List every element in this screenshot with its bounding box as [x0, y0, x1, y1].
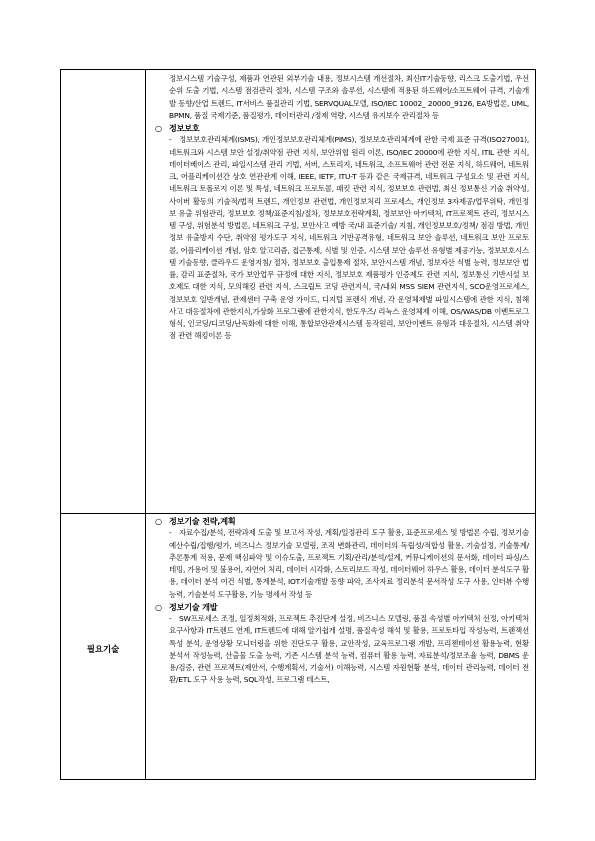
circle-bullet-icon: ○	[155, 123, 162, 133]
security-paragraph	[155, 134, 529, 342]
content-cell-bottom	[146, 514, 536, 780]
development-body: SW프로세스 조정, 일정최적화, 프로젝트 추진단계 설정, 비즈니스 모델링, 품질 속성별 아키텍처 선정, 아키텍처 요구사항과 IT트렌드 연계, IT트렌드에 대해 알기쉽게 설명, 품질속성 해석 및 활용, 프로토타입 작성능력, 트랜잭션 특성 분석, 운영상황 모니터링을 위한 진단도구 활용, 교안작성, 교육프로그램 개발, 프리젠테이션 활용능력, 현황 분석서 작성능력, 산출물 도출 능력, 기존 시스템 분석 능력, 컴퓨터 활용 능력, 자료분석/정보조율 능력, DBMS 운용/검증, 관련 프로젝트(제안서, 수행계획서, 기술서) 이해능력, 시스템 자원현황 분석, 데이터 관리능력, 데이터 전환/ETL 도구 사용 능력, SQL작성, 프로그램 테스트,	[169, 614, 529, 685]
section-heading-strategy	[155, 515, 529, 527]
heading-text: 정보기술 전략,계획	[169, 516, 236, 526]
empty-label-cell	[61, 70, 146, 514]
circle-bullet-icon: ○	[155, 516, 162, 526]
dash-marker: -	[169, 614, 172, 623]
section-heading-security	[155, 122, 529, 134]
table-row-top	[61, 70, 536, 514]
section-heading-development	[155, 601, 529, 613]
row-label: 필요기술	[86, 644, 120, 654]
strategy-paragraph	[155, 527, 529, 601]
development-paragraph	[155, 613, 529, 687]
content-cell-top	[146, 70, 536, 514]
skills-table	[60, 69, 536, 780]
heading-text: 정보기술 개발	[169, 601, 218, 612]
dash-marker: -	[169, 135, 172, 145]
strategy-body: 자료수집/분석, 전략과제 도출 및 보고서 작성, 계획/일정관리 도구 활용, 표준프로세스 및 방법론 수립, 정보기술 예산수립/집행/평가, 비즈니스 정보기술 모델링, 조직 변화관리, 데이터의 독립성/적합성 활용, 기술설정, 기술통계/ 추론통계 적용, 문제 핵심파악 및 이슈도출, 프로젝트 기획/관리/분석/설계, 커뮤니케이션의 문서화, 데이터 파싱/스테밍, 가용어 및 불용어, 자연어 처리, 데이터 시각화, 스토리보드 작성, 데이터웨어 하우스 활용, 데이터 분석도구 활용, 데이터 분석 여건 식별, 통계분석, IOT기술개발 동향 파악, 조사자료 정리분석 문서작성 도구 사용, 인터뷰 수행능력, 기술분석 도구활용, 기능 명세서 작성 등	[169, 528, 529, 599]
security-body: 정보보호관리체계(ISMS), 개인정보보호관리체계(PIMS), 정보보호관리체계에 관한 국제 표준 규격(ISO27001), 네트워크와 시스템 보안 설정/취약점 관련 지식, 보안위협 원리 이론, ISO/IEC 20000에 관한 지식, ITIL 관한 지식, 데이터베이스 관리, 파일시스템 관리 기법, 서버, 스토리지, 네트워크, 소프트웨어 관련 전문 지식, 하드웨어, 네트워크, 어플리케이션간 상호 연관관계 이해, IEEE, IETF, ITU-T 등과 같은 국제규격, 네트워크 구성요소 및 관련 지식, 네트워크 토폴로지 이론 및 특성, 네트워크 프로토콜, 패킷 관련 지식, 정보보호 관련법, 최신 정보통신 기술 취약성, 사이버 활동의 기술적/법적 트렌드, 개인정보 관련법, 개인정보처리 프로세스, 개인정보 3자제공/업무위탁, 개인정보 유출 위험관리, 정보보호 정책/표준지침/절차, 정보보호전략계획, 정보보안 아키텍처, IT프로젝트 관리, 정보시스템 구성, 위험분석 방법론, 네트워크 구성, 보안사고 예방 국/내 표준기술/ 지침, 개인정보보호/정책/ 점검 방법, 개인정보 유출방지 수단, 취약점 평가도구 지식, 네트워크 기반공격유형, 네트워크 보안 솔루션, 네트워크 보안 프로토콜, 어플리케이션 개념, 암호 알고리즘, 접근통제, 식별 및 인증, 시스템 보안 솔루션 유형별 제공기능, 정보보호시스템 기술동향, 클라우드 운영지침/ 절차, 정보보호 출입통제 절차, 보안시스템 개념, 정보자산 식별 능력, 정보보안 법률, 감리 표준절차, 국가 보안업무 규정에 대한 지식, 정보보호 제품평가 인증제도 관련 지식, 정보통신 기반시설 보호제도 대한 지식, 모의해킹 관련 지식, 스크립트 코딩 관련지식, 국/내외 MSS SIEM 관련지식, SCO운영프로세스, 정보보호 일반개념, 관제센터 구축 운영 가이드, 디지털 포렌식 개념, 각 운영체제별 파일시스템에 관한 지식, 침해사고 대응절차에 관한지식,가상화 프로그램에 관한지식, 한도우즈/ 리눅스 운영체제 이해, OS/WAS/DB 이벤트로그 형식, 인코딩/디코딩/난독화에 대한 이해, 통합보안관제시스템 동작원리, 보안이벤트 유형과 대응절차, 시스템 취약점 관련 해킹이론 등	[169, 135, 529, 341]
table-row-bottom	[61, 514, 536, 780]
heading-text: 정보보호	[169, 123, 200, 133]
row-label-cell	[61, 514, 146, 780]
dash-marker: -	[169, 528, 172, 538]
continued-paragraph: 정보시스템 기술구성, 제품과 연관된 외부기술 내용, 정보시스템 개선절차, 최신IT기술동향, 리스크 도출기법, 우선순위 도출 기법, 시스템 점검관리 절차, 시스템 구조와 솔루션, 시스템에 적용된 하드웨어/소프트웨어 규격, 기술개발 동향/산업 트렌드, IT서비스 품질관리 기법, SERVQUAL모델, ISO/IEC 10002_ 20000_9126, EA방법론, UML, BPMN, 품질 국제기준, 품질평가, 데이터관리 /정제 역량, 시스템 유지보수 관리절차 등	[169, 74, 529, 120]
circle-bullet-icon: ○	[155, 601, 162, 612]
